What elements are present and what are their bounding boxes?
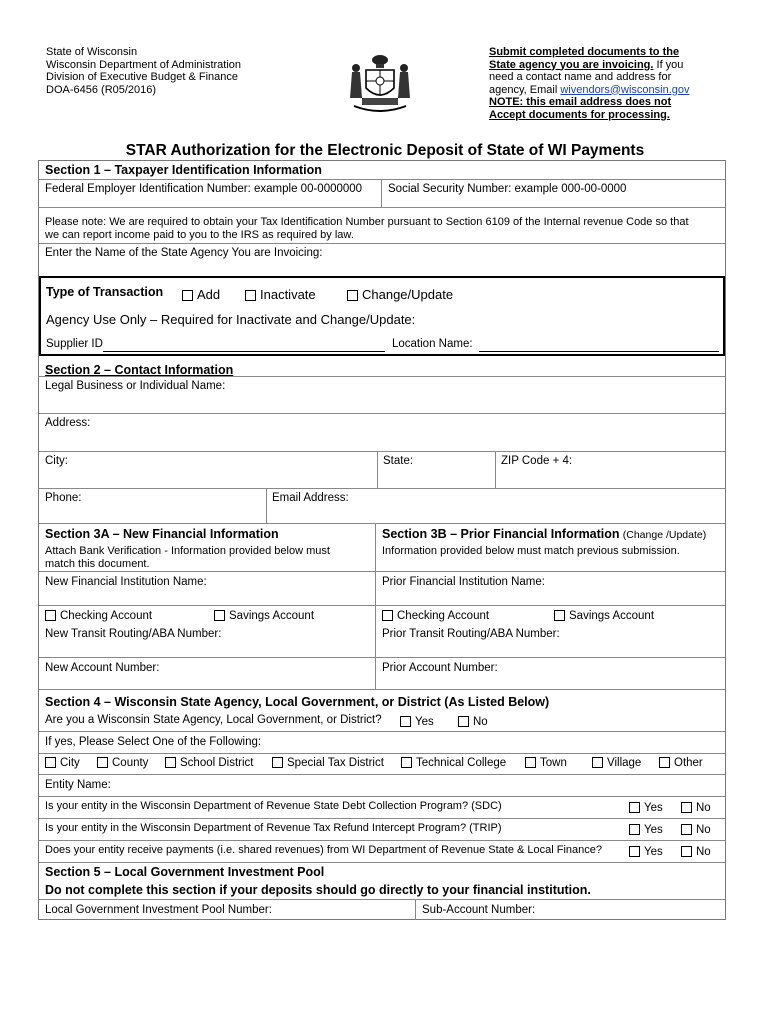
add-label: Add [197, 287, 221, 302]
select-entity-label: If yes, Please Select One of the Following: [45, 736, 262, 748]
prior-match-note: Information provided below must match previous submission. [382, 545, 680, 557]
inactivate-checkbox[interactable] [245, 290, 256, 301]
new-savings-option[interactable] [214, 610, 314, 622]
prior-institution-field[interactable]: Prior Financial Institution Name: [382, 576, 545, 588]
shared-yes-label: Yes [644, 846, 663, 858]
attach-note-2: match this document. [45, 558, 150, 570]
sdc-yes-checkbox[interactable] [629, 802, 640, 813]
section3b-heading: Section 3B – Prior Financial Information [382, 527, 620, 541]
shared-no-checkbox[interactable] [681, 846, 692, 857]
instruction-prefix: agency, Email [489, 83, 561, 96]
section3a-heading: Section 3A – New Financial Information [45, 527, 279, 541]
instruction-line-4 [489, 84, 729, 97]
form-title: STAR Authorization for the Electronic Deposit of State of WI Payments [125, 142, 645, 159]
supplier-id-label: Supplier ID [46, 338, 103, 350]
new-checking-option[interactable] [45, 610, 152, 622]
inactivate-option[interactable] [245, 287, 316, 302]
header-line-department: Wisconsin Department of Administration [46, 58, 242, 71]
state-field[interactable]: State: [383, 455, 414, 467]
new-checking-label: Checking Account [60, 610, 153, 622]
agency-yes-option[interactable] [400, 716, 434, 728]
trip-no-checkbox[interactable] [681, 824, 692, 835]
entity-special-tax-option[interactable] [272, 757, 384, 769]
instruction-line-2 [489, 59, 729, 72]
sdc-yes-option[interactable] [629, 802, 663, 814]
legal-name-field[interactable]: Legal Business or Individual Name: [45, 380, 226, 392]
note-line-1: NOTE: this email address does not [489, 96, 672, 108]
phone-field[interactable]: Phone: [45, 492, 82, 504]
tin-note-line-1: Please note: We are required to obtain your Tax Identification Number pursuant to Section 6109 of the Internal revenue Code so that [45, 216, 689, 228]
agency-no-label: No [473, 716, 488, 728]
submission-instructions [489, 46, 729, 121]
entity-city-label: City [60, 757, 80, 769]
entity-county-checkbox[interactable] [97, 757, 108, 768]
entity-county-label: County [112, 757, 149, 769]
prior-routing-field[interactable]: Prior Transit Routing/ABA Number: [382, 628, 560, 640]
location-name-input[interactable] [479, 351, 719, 352]
change-update-label: Change/Update [362, 287, 454, 302]
instruction-bold: State agency you are invoicing. [489, 58, 654, 71]
trip-yes-checkbox[interactable] [629, 824, 640, 835]
add-option[interactable] [182, 287, 220, 302]
wisconsin-seal-icon [346, 50, 414, 116]
section5-heading: Section 5 – Local Government Investment Pool [45, 865, 325, 879]
agency-header [46, 46, 241, 96]
entity-technical-college-option[interactable] [401, 757, 506, 769]
transaction-label: Type of Transaction [46, 285, 164, 299]
sub-account-field[interactable]: Sub-Account Number: [422, 904, 536, 916]
email-link[interactable]: wivendors@wisconsin.gov [560, 83, 690, 96]
entity-special-tax-label: Special Tax District [287, 757, 384, 769]
sdc-no-label: No [696, 802, 711, 814]
address-field[interactable]: Address: [45, 417, 91, 429]
instruction-line-3: need a contact name and address for [489, 71, 672, 83]
section3b-title [382, 527, 706, 541]
shared-no-option[interactable] [681, 846, 711, 858]
email-field[interactable]: Email Address: [272, 492, 349, 504]
header-line-state: State of Wisconsin [46, 46, 138, 58]
entity-school-district-label: School District [180, 757, 254, 769]
tin-note-line-2: we can report income paid to you to the IRS as required by law. [45, 229, 354, 241]
change-update-option[interactable] [347, 287, 453, 302]
entity-village-option[interactable] [592, 757, 641, 769]
section5-warning: Do not complete this section if your deposits should go directly to your financial institution. [45, 883, 591, 897]
agency-name-field[interactable]: Enter the Name of the State Agency You are Invoicing: [45, 247, 323, 259]
entity-technical-college-checkbox[interactable] [401, 757, 412, 768]
agency-no-option[interactable] [458, 716, 488, 728]
prior-checking-checkbox[interactable] [382, 610, 393, 621]
section2-heading: Section 2 – Contact Information [45, 363, 234, 377]
inactivate-label: Inactivate [260, 287, 316, 302]
shared-yes-checkbox[interactable] [629, 846, 640, 857]
trip-no-label: No [696, 824, 711, 836]
fein-field[interactable]: Federal Employer Identification Number: example 00-0000000 [45, 183, 363, 195]
entity-town-option[interactable] [525, 757, 567, 769]
ssn-field[interactable]: Social Security Number: example 000-00-0000 [388, 183, 627, 195]
entity-town-checkbox[interactable] [525, 757, 536, 768]
section3b-suffix: (Change /Update) [622, 529, 707, 541]
entity-town-label: Town [540, 757, 567, 769]
entity-city-checkbox[interactable] [45, 757, 56, 768]
new-checking-checkbox[interactable] [45, 610, 56, 621]
form-number: DOA-6456 (R05/2016) [46, 83, 157, 96]
new-savings-checkbox[interactable] [214, 610, 225, 621]
entity-name-field[interactable]: Entity Name: [45, 779, 111, 791]
trip-no-option[interactable] [681, 824, 711, 836]
new-routing-field[interactable]: New Transit Routing/ABA Number: [45, 628, 222, 640]
sdc-no-checkbox[interactable] [681, 802, 692, 813]
attach-note-1: Attach Bank Verification - Information provided below must [45, 545, 330, 557]
city-field[interactable]: City: [45, 455, 68, 467]
entity-other-checkbox[interactable] [659, 757, 670, 768]
location-name-label: Location Name: [392, 338, 473, 350]
trip-question: Is your entity in the Wisconsin Department of Revenue Tax Refund Intercept Program? (TRIP) [45, 822, 502, 834]
entity-other-label: Other [674, 757, 703, 769]
form-body [38, 160, 726, 920]
prior-savings-label: Savings Account [569, 610, 655, 622]
new-savings-label: Savings Account [229, 610, 315, 622]
header-line-division: Division of Executive Budget & Finance [46, 71, 238, 83]
section1-heading: Section 1 – Taxpayer Identification Information [45, 163, 322, 177]
add-checkbox[interactable] [182, 290, 193, 301]
agency-no-checkbox[interactable] [458, 716, 469, 727]
sdc-question: Is your entity in the Wisconsin Department of Revenue State Debt Collection Program? (SDC) [45, 800, 502, 812]
entity-village-label: Village [607, 757, 642, 769]
instruction-tail: If you [653, 58, 684, 71]
shared-no-label: No [696, 846, 711, 858]
entity-county-option[interactable] [97, 757, 148, 769]
trip-yes-option[interactable] [629, 824, 663, 836]
prior-checking-label: Checking Account [397, 610, 490, 622]
agency-use-label: Agency Use Only – Required for Inactivate and Change/Update: [46, 312, 416, 327]
sdc-no-option[interactable] [681, 802, 711, 814]
prior-account-field[interactable]: Prior Account Number: [382, 662, 498, 674]
shared-revenue-question: Does your entity receive payments (i.e. shared revenues) from WI Department of Revenue State & Local Finance? [45, 844, 602, 856]
pool-number-field[interactable]: Local Government Investment Pool Number: [45, 904, 272, 916]
prior-checking-option[interactable] [382, 610, 489, 622]
agency-question: Are you a Wisconsin State Agency, Local Government, or District? [45, 714, 382, 726]
new-institution-field[interactable]: New Financial Institution Name: [45, 576, 207, 588]
new-account-field[interactable]: New Account Number: [45, 662, 160, 674]
entity-school-district-option[interactable] [165, 757, 254, 769]
agency-yes-label: Yes [415, 716, 434, 728]
entity-technical-college-label: Technical College [416, 757, 507, 769]
entity-school-district-checkbox[interactable] [165, 757, 176, 768]
change-update-checkbox[interactable] [347, 290, 358, 301]
sdc-yes-label: Yes [644, 802, 663, 814]
instruction-line-1: Submit completed documents to the [489, 46, 680, 58]
entity-village-checkbox[interactable] [592, 757, 603, 768]
section4-heading: Section 4 – Wisconsin State Agency, Local Government, or District (As Listed Below) [45, 695, 550, 709]
zip-field[interactable]: ZIP Code + 4: [501, 455, 573, 467]
entity-city-option[interactable] [45, 757, 80, 769]
entity-other-option[interactable] [659, 757, 703, 769]
supplier-id-input[interactable] [103, 351, 385, 352]
agency-yes-checkbox[interactable] [400, 716, 411, 727]
trip-yes-label: Yes [644, 824, 663, 836]
shared-yes-option[interactable] [629, 846, 663, 858]
prior-savings-checkbox[interactable] [554, 610, 565, 621]
entity-special-tax-checkbox[interactable] [272, 757, 283, 768]
prior-savings-option[interactable] [554, 610, 654, 622]
note-line-2: Accept documents for processing. [489, 108, 670, 121]
